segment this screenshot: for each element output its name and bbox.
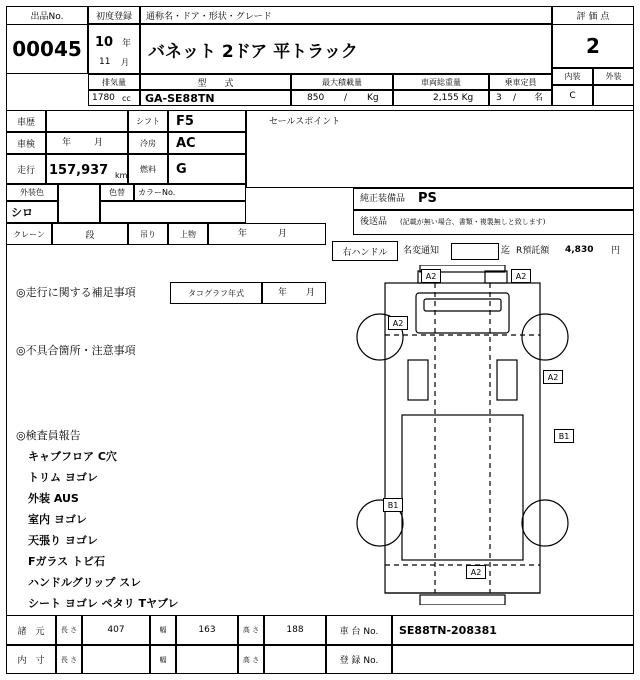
model-name-label: 通称名・ドア・形状・グレード (146, 11, 272, 22)
registration-year-unit: 年 (122, 39, 132, 49)
inspector-report-title: ◎検査員報告 (16, 429, 81, 442)
type-value: GA-SE88TN (145, 91, 215, 105)
inner-length-value (82, 645, 150, 674)
name-change-value (451, 243, 499, 260)
shift-value: F5 (176, 113, 194, 129)
length-label: 長 さ (60, 626, 78, 634)
inspector-line: Fガラス トビ石 (28, 555, 106, 568)
ac-value: AC (176, 135, 196, 151)
inspector-line: 室内 ヨゴレ (28, 513, 87, 526)
deposit-value: 4,830 (565, 245, 594, 255)
dimension-label-2: 内 寸 (17, 656, 45, 666)
inspection-year-label: 年 (62, 138, 72, 148)
damage-mark: A2 (543, 370, 563, 384)
interior-grade-value: C (569, 90, 576, 101)
history-label: 車歴 (16, 117, 35, 128)
body-month-label: 月 (278, 229, 288, 239)
displacement-label: 排気量 (102, 77, 126, 87)
lift-label: 吊り (140, 229, 156, 239)
register-label: 登 録 No. (339, 656, 379, 666)
shift-label: シフト (136, 116, 160, 126)
inner-width-value (176, 645, 238, 674)
deposit-pre-label: 迄 (501, 246, 511, 256)
max-load-slash: / (344, 93, 348, 103)
exterior-grade-label: 外装 (605, 72, 622, 81)
tacho-date-box (262, 282, 326, 304)
chassis-label: 車 台 No. (339, 626, 379, 637)
dimension-label-1: 諸 元 (17, 626, 45, 637)
damage-mark: A2 (388, 316, 408, 330)
color-change-label: 色替 (109, 188, 125, 197)
registration-month-value: 11 (99, 57, 111, 67)
name-change-label: 名変通知 (403, 246, 440, 256)
body-year-label: 年 (238, 229, 248, 239)
equipment-label: 純正装備品 (360, 194, 406, 204)
exterior-grade-value (593, 85, 634, 106)
inspector-line: ハンドルグリップ スレ (28, 576, 142, 589)
crane-label: クレーン (13, 229, 45, 239)
register-value-box (392, 645, 634, 674)
ext-color-value: シロ (11, 206, 33, 219)
history-value (46, 110, 128, 132)
registration-year-value: 10 (95, 35, 114, 50)
width-label: 幅 (159, 626, 167, 634)
registration-month-unit: 月 (121, 58, 129, 67)
vehicle-diagram (340, 265, 640, 605)
initial-registration-label: 初度登録 (95, 11, 132, 22)
body-label: 上物 (180, 229, 196, 239)
mileage-label: 走行 (16, 165, 35, 176)
deposit-unit: 円 (611, 246, 621, 256)
damage-mark: A2 (421, 269, 441, 283)
mileage-value: 157,937 (49, 163, 109, 178)
inspector-line: シート ヨゴレ ペタリ Tヤブレ (28, 597, 179, 610)
damage-mark: A2 (466, 565, 486, 579)
damage-mark: B1 (383, 498, 403, 512)
gross-weight-value: 2,155 Kg (433, 93, 474, 103)
color-no-label: カラーNo. (138, 188, 176, 197)
rating-label: 評 価 点 (576, 11, 610, 22)
lot-no-value: 00045 (12, 37, 82, 61)
max-load-label: 最大積載量 (322, 77, 362, 87)
max-load-value: 850 (307, 93, 325, 103)
deposit-label: R預託額 (516, 246, 550, 256)
height-label: 高 さ (242, 626, 260, 634)
tacho-month: 月 (306, 288, 316, 298)
after-delivery-label: 後送品 (360, 217, 388, 227)
inspection-month-label: 月 (94, 138, 104, 148)
max-load-unit: Kg (367, 93, 379, 103)
equipment-value: PS (418, 191, 437, 206)
fuel-value: G (176, 161, 187, 177)
handle-label: 右ハンドル (342, 247, 388, 258)
capacity-unit: 名 (534, 93, 544, 103)
capacity-label: 乗車定員 (504, 77, 537, 87)
height-value: 188 (286, 625, 304, 635)
step-label: 段 (85, 230, 95, 241)
inner-length-label: 長 さ (60, 655, 78, 664)
displacement-value: 1780 (92, 93, 115, 103)
length-value: 407 (107, 625, 125, 635)
lot-no-label: 出品No. (30, 11, 64, 22)
inspector-line: 天張り ヨゴレ (28, 534, 98, 547)
capacity-slash: / (513, 93, 517, 103)
model-name-value: バネット 2ドア 平トラック (148, 41, 358, 62)
color-no-value-box (100, 201, 246, 223)
driving-note-title: ◎走行に関する補足事項 (16, 286, 136, 299)
fuel-label: 燃料 (140, 164, 156, 174)
mileage-unit: km (115, 171, 128, 180)
body-date-box (208, 223, 326, 245)
rating-value: 2 (586, 34, 600, 58)
ac-label: 冷房 (140, 138, 156, 148)
chassis-value: SE88TN-208381 (399, 623, 497, 637)
inner-height-value (264, 645, 326, 674)
color-change-value-box (58, 184, 100, 223)
inspector-line: 外装 AUS (28, 492, 79, 505)
interior-grade-label: 内装 (564, 72, 581, 81)
damage-mark: A2 (511, 269, 531, 283)
ext-color-label: 外装色 (20, 188, 44, 197)
tacho-year: 年 (278, 288, 288, 298)
tacho-label: タコグラフ年式 (188, 288, 244, 298)
type-label: 型 式 (197, 78, 234, 89)
inspection-label: 車検 (16, 139, 35, 150)
width-value: 163 (198, 625, 216, 635)
sales-point-label: セールスポイント (269, 117, 341, 127)
defect-note-title: ◎不具合箇所・注意事項 (16, 344, 136, 357)
after-delivery-note: (記載が無い場合、書類・複製無しと致します) (400, 218, 546, 226)
inner-height-label: 高 さ (242, 655, 260, 664)
inspector-line: トリム ヨゴレ (28, 471, 98, 484)
displacement-unit: cc (122, 94, 131, 103)
inner-width-label: 幅 (159, 655, 167, 664)
inspection-value-box (46, 132, 128, 154)
capacity-value: 3 (496, 93, 502, 103)
damage-mark: B1 (554, 429, 574, 443)
gross-weight-label: 車両総重量 (421, 77, 461, 87)
inspector-line: キャブフロア C穴 (28, 450, 117, 463)
